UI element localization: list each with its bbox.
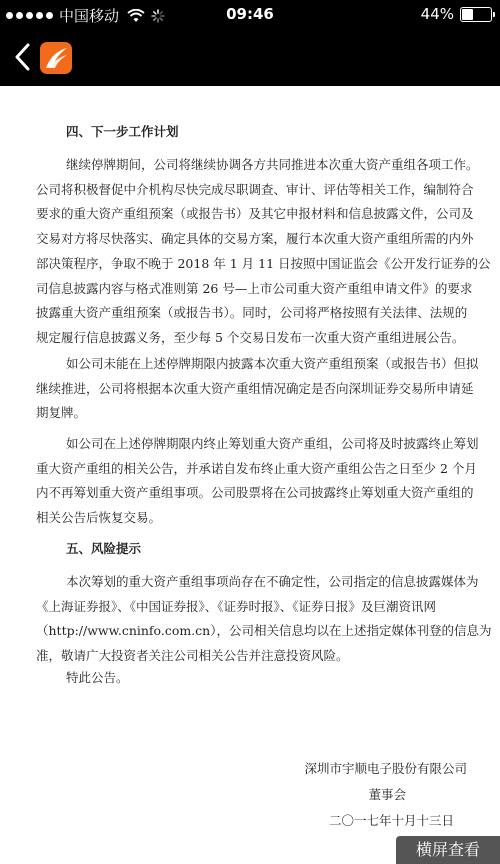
paragraph-line: 要求的重大资产重组预案（或报告书）及其它申报材料和信息披露文件，公司及 bbox=[36, 206, 474, 222]
paragraph-line: 相关公告后恢复交易。 bbox=[36, 510, 162, 526]
paragraph-line: 继续停牌期间，公司将继续协调各方共同推进本次重大资产重组各项工作。 bbox=[66, 157, 479, 172]
paragraph-line: 《上海证券报》、《中国证券报》、《证券时报》、《证券日报》及巨潮资讯网 bbox=[36, 598, 437, 614]
paragraph-line: 期复牌。 bbox=[36, 405, 87, 421]
section-heading: 五、风险提示 bbox=[66, 541, 142, 556]
paragraph-line: 规定履行信息披露义务，至少每 5 个交易日发布一次重大资产重组进展公告。 bbox=[36, 329, 465, 345]
signature-company: 深圳市宇顺电子股份有限公司 bbox=[304, 761, 467, 776]
signature-board: 董事会 bbox=[368, 787, 406, 802]
paragraph-line: 本次筹划的重大资产重组事项尚存在不确定性，公司指定的信息披露媒体为 bbox=[66, 574, 479, 589]
paragraph-line: 重大资产重组的相关公告，并承诺自发布终止重大资产重组公告之日至少 2 个月 bbox=[36, 460, 477, 476]
app-logo[interactable] bbox=[40, 42, 72, 74]
battery-icon bbox=[460, 7, 492, 22]
closing-text: 特此公告。 bbox=[66, 670, 129, 685]
battery-group bbox=[421, 5, 492, 23]
paragraph-line: 内不再筹划重大资产重组事项。公司股票将在公司披露终止筹划重大资产重组的 bbox=[36, 485, 474, 501]
paragraph-line: 司信息披露内容与格式准则第 26 号—上市公司重大资产重组申请文件》的要求 bbox=[36, 280, 473, 296]
paragraph-line: 如公司未能在上述停牌期限内披露本次重大资产重组预案（或报告书）但拟 bbox=[66, 356, 479, 371]
clock: 09:46 bbox=[226, 5, 274, 23]
signature-date: 二〇一七年十月十三日 bbox=[328, 813, 454, 828]
battery-percent: 44% bbox=[420, 5, 454, 23]
paragraph-line: 交易对方将尽快落实、确定具体的交易方案，履行本次重大资产重组所需的内外 bbox=[36, 231, 474, 247]
nav-bar bbox=[0, 28, 500, 86]
paragraph-line: 如公司在上述停牌期限内终止筹划重大资产重组，公司将及时披露终止筹划 bbox=[66, 436, 479, 451]
paragraph-line: 披露重大资产重组预案（或报告书）。同时，公司将严格按照有关法律、法规的 bbox=[36, 305, 468, 321]
document-content bbox=[0, 86, 500, 864]
paragraph-line: 部决策程序，争取不晚于 2018 年 1 月 11 日按照中国证监会《公开发行证券的公 bbox=[36, 255, 491, 271]
paragraph-line: 准，敬请广大投资者关注公司相关公告并注意投资风险。 bbox=[36, 648, 349, 664]
paragraph-line: 继续推进，公司将根据本次重大资产重组情况确定是否向深圳证券交易所申请延 bbox=[36, 380, 474, 396]
section-heading: 四、下一步工作计划 bbox=[66, 124, 179, 139]
paragraph-line: （http://www.cninfo.com.cn），公司相关信息均以在上述指定媒体刊登的信息为 bbox=[36, 623, 492, 639]
paragraph-line: 公司将积极督促中介机构尽快完成尽职调查、审计、评估等相关工作，编制符合 bbox=[36, 181, 474, 197]
carrier-name: 中国移动 bbox=[59, 7, 120, 25]
status-bar bbox=[0, 0, 500, 28]
landscape-view-button[interactable]: 横屏查看 bbox=[396, 836, 500, 864]
chevron-left-icon[interactable] bbox=[13, 43, 31, 71]
